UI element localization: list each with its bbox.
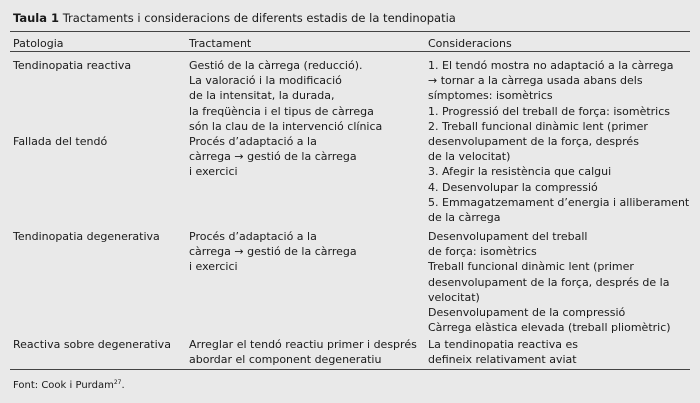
treatment-line: la freqüència i el tipus de càrrega: [189, 104, 374, 118]
table-caption: [13, 11, 456, 25]
considerations-reactive: [428, 58, 673, 134]
consideration-line: desenvolupament de la força, després: [428, 135, 639, 148]
consideration-line: 4. Desenvolupar la compressió: [428, 180, 598, 194]
treatment-line: càrrega → gestió de la càrrega: [189, 150, 357, 164]
consideration-line: desenvolupament de la força, després de la: [428, 275, 670, 289]
treatment-line: i exercici: [189, 260, 238, 274]
treatment-line: de la intensitat, la durada,: [189, 89, 335, 103]
pathology-reactive: Tendinopatia reactiva: [13, 59, 132, 72]
considerations-reactive-on-degenerative: [428, 337, 578, 367]
consideration-line: 2. Treball funcional dinàmic lent (primer: [428, 119, 648, 133]
treatment-line: Procés d’adaptació a la: [189, 230, 317, 243]
treatment-line: càrrega → gestió de la càrrega: [189, 245, 357, 259]
table-title: Tractaments i consideracions de diferents estadis de la tendinopatia: [62, 11, 456, 25]
treatment-line: Arreglar el tendó reactiu primer i després: [189, 338, 417, 351]
consideration-line: de la càrrega: [428, 210, 501, 224]
consideration-line: defineix relativament aviat: [428, 353, 577, 367]
footnote-end: .: [121, 380, 125, 391]
bottom-rule: [10, 369, 690, 370]
pathology-failure: Fallada del tendó: [13, 135, 108, 148]
header-treatment: Tractament: [189, 37, 252, 50]
treatment-line: i exercici: [189, 165, 238, 179]
treatment-line: abordar el component degeneratiu: [189, 353, 382, 367]
consideration-line: Càrrega elàstica elevada (treball pliomètric): [428, 321, 671, 335]
consideration-line: Desenvolupament de la compressió: [428, 305, 626, 319]
table-footnote: [13, 376, 125, 392]
table-label: Taula 1: [13, 11, 60, 25]
consideration-line: 1. Progressió del treball de força: isomètrics: [428, 104, 671, 118]
consideration-line: 5. Emmagatzemament d’energia i alliberament: [428, 195, 690, 209]
consideration-line: 3. Afegir la resistència que calgui: [428, 165, 612, 179]
consideration-line: Desenvolupament del treball: [428, 230, 588, 243]
treatment-degenerative: [189, 229, 357, 275]
consideration-line: Treball funcional dinàmic lent (primer: [428, 260, 634, 274]
considerations-degenerative: [428, 229, 671, 335]
header-rule: [10, 51, 690, 52]
treatment-failure: [189, 134, 357, 180]
treatment-line: Procés d’adaptació a la: [189, 135, 317, 148]
treatment-line: La valoració i la modificació: [189, 74, 342, 88]
header-considerations: Consideracions: [428, 37, 512, 50]
pathology-degenerative: Tendinopatia degenerativa: [13, 230, 160, 243]
treatment-line: són la clau de la intervenció clínica: [189, 119, 383, 133]
treatment-line: Gestió de la càrrega (reducció).: [189, 59, 363, 72]
footnote-reference: 27: [113, 379, 122, 386]
consideration-line: 1. El tendó mostra no adaptació a la càrrega: [428, 59, 674, 72]
pathology-reactive-on-degenerative: Reactiva sobre degenerativa: [13, 338, 171, 351]
footnote-text: Font: Cook i Purdam: [13, 380, 114, 391]
consideration-line: de força: isomètrics: [428, 245, 537, 259]
treatment-reactive-on-degenerative: [189, 337, 417, 367]
consideration-line: La tendinopatia reactiva es: [428, 338, 578, 351]
consideration-line: velocitat): [428, 290, 480, 304]
top-rule: [10, 31, 690, 32]
considerations-failure: [428, 134, 689, 225]
consideration-line: de la velocitat): [428, 150, 511, 164]
header-pathology: Patologia: [13, 37, 64, 50]
consideration-line: símptomes: isomètrics: [428, 89, 553, 103]
consideration-line: → tornar a la càrrega usada abans dels: [428, 74, 643, 88]
treatment-reactive: [189, 58, 382, 134]
